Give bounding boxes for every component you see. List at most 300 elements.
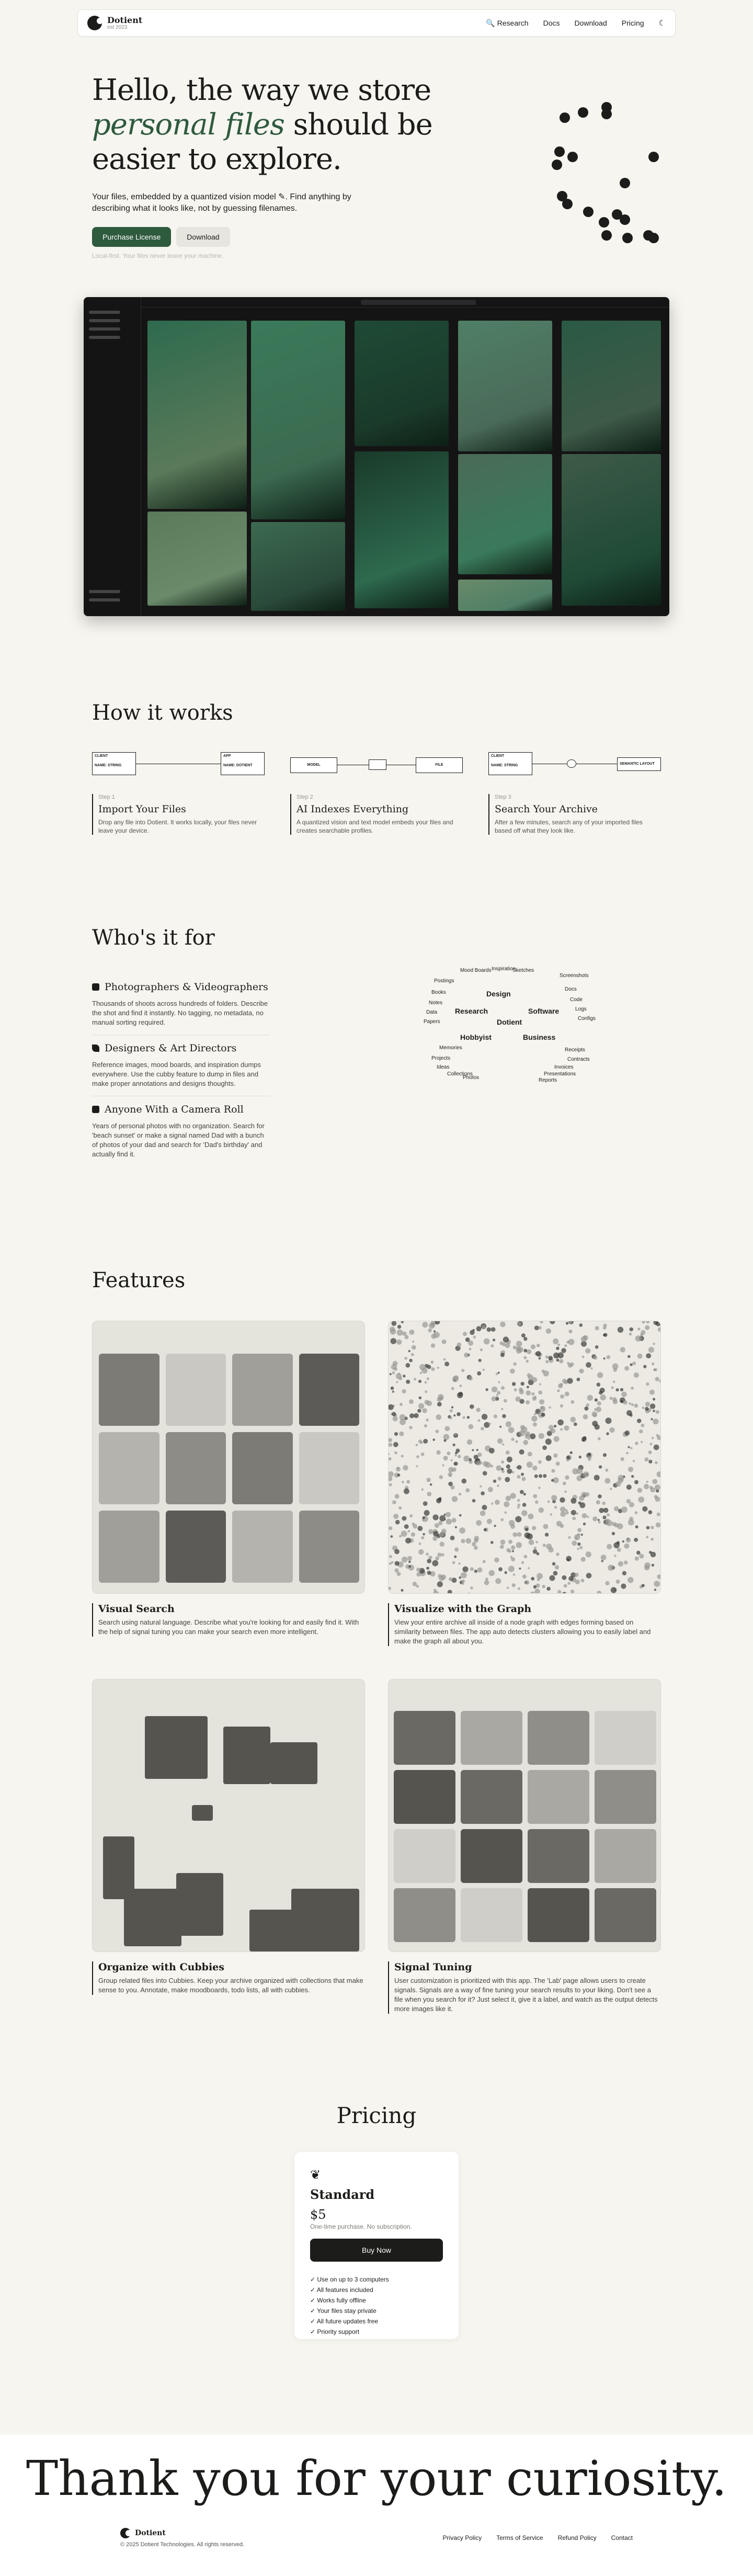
- photo-icon: [92, 1106, 99, 1113]
- graph-node: [394, 1549, 400, 1554]
- graph-node: [437, 1402, 442, 1406]
- graph-node: [485, 1388, 488, 1391]
- graph-node: [436, 1450, 440, 1455]
- graph-node: [517, 1475, 520, 1479]
- graph-node: [628, 1577, 634, 1583]
- graph-node: [542, 1585, 545, 1588]
- graph-node: [452, 1578, 457, 1583]
- graph-node: [451, 1387, 454, 1390]
- nav-pricing-link[interactable]: Pricing: [621, 19, 644, 27]
- graph-node: [597, 1591, 601, 1594]
- graph-node: [629, 1517, 633, 1521]
- graph-node: [556, 1461, 560, 1466]
- graph-node: [414, 1378, 416, 1380]
- who-item-title: Anyone With a Camera Roll: [105, 1104, 244, 1115]
- hero-title: [92, 73, 458, 177]
- graph-node: [397, 1330, 403, 1336]
- graph-node: [631, 1475, 634, 1478]
- graph-node: [646, 1382, 649, 1386]
- graph-node: [618, 1327, 623, 1333]
- graph-node: [528, 1514, 534, 1519]
- graph-node: [494, 1414, 497, 1418]
- graph-node: [499, 1426, 501, 1428]
- graph-node: [501, 1386, 505, 1390]
- graph-node: [626, 1538, 631, 1543]
- footer-brand[interactable]: [120, 2528, 244, 2538]
- graph-node: [561, 1348, 566, 1353]
- graph-node: [585, 1348, 590, 1354]
- graph-node: [409, 1514, 413, 1517]
- graph-node: [546, 1329, 551, 1334]
- terms-link[interactable]: Terms of Service: [496, 2534, 543, 2541]
- graph-node: [412, 1341, 414, 1343]
- graph-node: [433, 1330, 436, 1332]
- graph-node: [389, 1555, 392, 1558]
- graph-label: Logs: [575, 1006, 587, 1012]
- nav-docs-link[interactable]: Docs: [543, 19, 560, 27]
- graph-node: [650, 1403, 655, 1409]
- graph-node: [389, 1587, 391, 1590]
- graph-node: [408, 1561, 411, 1563]
- graph-node: [441, 1529, 447, 1534]
- graph-node: [521, 1333, 526, 1337]
- graph-node: [623, 1400, 628, 1404]
- graph-node: [622, 1571, 626, 1575]
- graph-node: [535, 1351, 541, 1356]
- graph-node: [395, 1561, 400, 1566]
- cubby-image: [192, 1805, 213, 1821]
- graph-node: [403, 1375, 405, 1377]
- semantic-layout-box: SEMANTIC LAYOUT: [617, 757, 661, 771]
- graph-node: [579, 1546, 583, 1549]
- feature-visual-search: [92, 1321, 365, 1637]
- graph-node: [401, 1321, 404, 1323]
- image-thumbnail: [528, 1711, 589, 1765]
- graph-node: [496, 1394, 498, 1396]
- graph-node: [428, 1529, 433, 1535]
- graph-node: [628, 1446, 630, 1448]
- graph-node: [389, 1443, 392, 1447]
- graph-node: [607, 1513, 610, 1516]
- graph-node: [609, 1427, 614, 1433]
- graph-node: [617, 1548, 621, 1552]
- graph-node: [601, 1554, 607, 1560]
- step-1: [92, 752, 265, 835]
- graph-node: [455, 1455, 457, 1457]
- graph-node: [396, 1467, 401, 1471]
- graph-node: [431, 1367, 435, 1371]
- graph-node: [519, 1568, 521, 1570]
- graph-node: [523, 1356, 527, 1359]
- graph-node: [402, 1516, 406, 1521]
- app-screenshot: [84, 297, 669, 616]
- graph-node: [531, 1416, 537, 1422]
- brand[interactable]: [87, 16, 142, 30]
- graph-node: [439, 1475, 443, 1479]
- graph-node: [508, 1566, 515, 1572]
- graph-node: [483, 1471, 487, 1476]
- buy-now-button[interactable]: Buy Now: [310, 2239, 443, 2262]
- graph-node: [528, 1567, 530, 1569]
- graph-node: [586, 1362, 591, 1368]
- feature-description: View your entire archive all inside of a node graph with edges forming based on similarity between files. The app auto detects clusters allowing you to easily label and make the graph all about you.: [394, 1618, 651, 1645]
- graph-node: [487, 1519, 492, 1524]
- graph-node: [583, 1414, 588, 1420]
- graph-node: [652, 1564, 654, 1567]
- step-title: Search Your Archive: [495, 803, 598, 815]
- graph-node: [454, 1556, 457, 1558]
- perk-item: ✓ All features included: [310, 2285, 443, 2295]
- graph-node: [510, 1556, 513, 1559]
- graph-node: [559, 1359, 563, 1363]
- graph-node: [566, 1456, 570, 1459]
- graph-node: [655, 1377, 659, 1381]
- graph-node: [621, 1584, 626, 1589]
- graph-node: [651, 1526, 654, 1529]
- graph-node: [455, 1526, 457, 1528]
- graph-node: [652, 1437, 654, 1439]
- graph-node: [436, 1414, 442, 1420]
- brand-sub: est 2023: [107, 24, 128, 30]
- how-title: How it works: [92, 701, 233, 725]
- graph-node: [630, 1363, 632, 1366]
- image-thumbnail: [299, 1432, 360, 1504]
- graph-node: [416, 1465, 418, 1467]
- graph-node: [549, 1425, 554, 1430]
- graph-node: [564, 1344, 567, 1347]
- graph-node: [401, 1530, 407, 1537]
- graph-node: [606, 1518, 610, 1523]
- graph-node: [620, 1457, 624, 1461]
- graph-node: [567, 1559, 569, 1561]
- privacy-policy-link[interactable]: Privacy Policy: [442, 2534, 482, 2541]
- graph-node: [577, 1528, 581, 1532]
- graph-node: [633, 1460, 635, 1462]
- graph-node: [527, 1461, 533, 1468]
- graph-node: [512, 1550, 514, 1552]
- graph-node: [568, 1364, 572, 1368]
- graph-node: [526, 1400, 530, 1404]
- graph-node: [635, 1442, 638, 1445]
- graph-node: [534, 1325, 539, 1330]
- graph-node: [517, 1532, 522, 1537]
- graph-node: [427, 1401, 432, 1406]
- graph-node: [498, 1567, 503, 1571]
- image-thumbnail: [528, 1770, 589, 1824]
- graph-node-dot: [622, 233, 633, 243]
- graph-node: [459, 1514, 462, 1517]
- graph-node: [539, 1433, 544, 1439]
- graph-node: [514, 1388, 517, 1391]
- graph-node: [655, 1461, 658, 1465]
- contact-link[interactable]: Contact: [611, 2534, 633, 2541]
- graph-node: [510, 1369, 515, 1374]
- purchase-license-button[interactable]: Purchase License: [92, 227, 171, 247]
- graph-node: [539, 1399, 544, 1404]
- graph-node: [583, 1523, 586, 1525]
- graph-node: [581, 1534, 583, 1536]
- step-number: Step 3: [495, 794, 511, 800]
- graph-node: [502, 1343, 506, 1346]
- graph-node: [389, 1438, 392, 1442]
- graph-node: [542, 1446, 547, 1450]
- hero-line-3: easier to explore.: [92, 142, 341, 176]
- graph-node: [579, 1369, 584, 1374]
- graph-node: [527, 1534, 533, 1540]
- graph-node: [540, 1406, 545, 1412]
- graph-node: [620, 1400, 623, 1403]
- graph-label: Books: [431, 990, 446, 995]
- graph-node: [501, 1408, 503, 1410]
- image-thumbnail: [232, 1354, 293, 1426]
- graph-label: Papers: [424, 1019, 440, 1025]
- graph-node: [583, 1471, 589, 1477]
- plan-note: One-time purchase. No subscription.: [310, 2223, 412, 2230]
- client-box-field: NAME: STRING: [95, 764, 122, 767]
- graph-node-dot: [560, 112, 570, 123]
- image-thumbnail: [458, 321, 552, 451]
- graph-node: [557, 1420, 564, 1426]
- graph-label: Projects: [431, 1056, 451, 1061]
- theme-toggle-icon[interactable]: ☾: [658, 19, 666, 28]
- graph-node: [646, 1526, 650, 1529]
- graph-node: [654, 1368, 657, 1371]
- graph-node: [601, 1560, 603, 1562]
- graph-node: [498, 1381, 500, 1383]
- graph-node: [530, 1592, 535, 1594]
- graph-node: [572, 1540, 577, 1546]
- graph-node: [515, 1440, 518, 1443]
- graph-node: [635, 1335, 642, 1342]
- graph-node: [457, 1343, 462, 1347]
- graph-node: [495, 1500, 500, 1505]
- graph-node: [556, 1553, 559, 1556]
- image-thumbnail: [299, 1511, 360, 1583]
- graph-node: [483, 1560, 486, 1563]
- graph-node-dot: [578, 107, 588, 118]
- graph-node: [539, 1507, 544, 1513]
- graph-node: [629, 1402, 631, 1405]
- step-number: Step 1: [98, 794, 115, 800]
- graph-node: [517, 1499, 520, 1502]
- graph-node: [519, 1449, 524, 1455]
- graph-node-dot: [601, 109, 612, 119]
- graph-node: [406, 1380, 410, 1384]
- dotient-logo-icon: [120, 2528, 131, 2538]
- step-3: [488, 752, 661, 835]
- image-thumbnail: [99, 1354, 159, 1426]
- graph-node: [651, 1538, 654, 1541]
- graph-node: [497, 1484, 499, 1487]
- graph-label: Configs: [578, 1016, 596, 1022]
- graph-node: [497, 1391, 500, 1394]
- graph-node: [389, 1477, 392, 1481]
- graph-node: [534, 1474, 538, 1478]
- graph-node: [637, 1418, 642, 1423]
- graph-node: [537, 1344, 540, 1347]
- graph-node: [646, 1536, 648, 1538]
- graph-node: [512, 1382, 516, 1386]
- graph-node: [528, 1452, 532, 1457]
- graph-node: [538, 1390, 542, 1394]
- refund-policy-link[interactable]: Refund Policy: [557, 2534, 597, 2541]
- step-3-diagram: [488, 752, 661, 780]
- graph-node-dot: [567, 152, 578, 162]
- graph-node: [457, 1412, 461, 1416]
- graph-node: [392, 1500, 396, 1504]
- graph-node: [594, 1408, 597, 1411]
- graph-node: [484, 1580, 489, 1585]
- graph-node: [413, 1524, 417, 1529]
- graph-node: [491, 1327, 496, 1332]
- graph-node: [632, 1361, 636, 1365]
- graph-node: [613, 1380, 615, 1383]
- graph-node: [398, 1506, 402, 1510]
- graph-node: [553, 1571, 558, 1575]
- graph-node: [556, 1347, 559, 1350]
- graph-node: [653, 1398, 655, 1401]
- image-thumbnail: [166, 1432, 226, 1504]
- graph-node: [397, 1572, 401, 1576]
- graph-node: [517, 1465, 522, 1470]
- step-description: A quantized vision and text model embeds your files and creates searchable profiles.: [296, 819, 453, 834]
- graph-node: [402, 1557, 407, 1562]
- graph-node: [516, 1397, 521, 1402]
- graph-node: [620, 1388, 623, 1391]
- graph-node: [459, 1385, 462, 1387]
- image-thumbnail: [99, 1511, 159, 1583]
- graph-node: [657, 1513, 660, 1516]
- client-box: [92, 752, 136, 775]
- download-button[interactable]: Download: [176, 227, 230, 247]
- perk-item: ✓ Use on up to 3 computers: [310, 2274, 443, 2285]
- cubby-image: [270, 1742, 317, 1784]
- graph-node: [446, 1512, 451, 1517]
- graph-node: [389, 1457, 392, 1460]
- graph-node: [418, 1526, 423, 1531]
- graph-node: [545, 1438, 552, 1445]
- graph-node: [399, 1432, 404, 1436]
- graph-node: [498, 1372, 500, 1374]
- graph-node: [645, 1407, 648, 1411]
- graph-node: [545, 1355, 549, 1358]
- nav-research-link[interactable]: 🔍 Research: [486, 18, 529, 27]
- graph-node: [631, 1403, 634, 1406]
- graph-node: [616, 1388, 619, 1391]
- graph-node: [537, 1579, 540, 1581]
- graph-node: [562, 1379, 567, 1383]
- graph-node: [394, 1368, 397, 1371]
- thanks-heading: Thank you for your curiosity.: [26, 2450, 727, 2506]
- graph-node: [614, 1523, 619, 1528]
- graph-node: [560, 1383, 563, 1387]
- graph-node: [408, 1350, 410, 1352]
- graph-node: [551, 1479, 554, 1482]
- graph-node: [482, 1414, 487, 1420]
- graph-node: [564, 1425, 569, 1431]
- graph-node: [554, 1436, 560, 1442]
- image-thumbnail: [166, 1354, 226, 1426]
- graph-node: [448, 1472, 452, 1477]
- graph-node: [442, 1340, 447, 1344]
- image-thumbnail: [461, 1829, 522, 1883]
- graph-node: [598, 1494, 602, 1499]
- step-2-diagram: [290, 752, 463, 780]
- graph-node: [535, 1501, 539, 1504]
- graph-node: [586, 1403, 589, 1406]
- graph-node: [506, 1496, 511, 1501]
- graph-node: [521, 1510, 527, 1516]
- graph-node: [655, 1484, 660, 1490]
- graph-node: [465, 1488, 470, 1492]
- graph-node: [487, 1327, 492, 1332]
- graph-node: [401, 1455, 404, 1457]
- graph-node: [605, 1469, 608, 1472]
- graph-node: [511, 1546, 515, 1550]
- graph-label: Software: [528, 1007, 560, 1015]
- graph-node: [562, 1575, 566, 1580]
- graph-node: [449, 1578, 452, 1581]
- graph-node: [513, 1363, 516, 1366]
- graph-node: [433, 1531, 439, 1537]
- cubby-image: [291, 1889, 359, 1951]
- graph-node: [592, 1516, 597, 1521]
- graph-node: [435, 1429, 439, 1433]
- pen-icon: [92, 1045, 99, 1052]
- graph-node: [416, 1444, 418, 1446]
- graph-node: [568, 1536, 571, 1539]
- graph-node: [407, 1530, 410, 1533]
- graph-node: [568, 1339, 574, 1345]
- graph-node: [409, 1426, 413, 1429]
- graph-node: [515, 1516, 521, 1523]
- graph-node: [394, 1451, 397, 1455]
- dotient-logo-icon: [87, 16, 102, 30]
- graph-node-dot: [583, 207, 594, 217]
- perk-item: ✓ Priority support: [310, 2327, 443, 2337]
- graph-node: [522, 1503, 527, 1507]
- image-thumbnail: [562, 321, 661, 451]
- graph-node-dot: [620, 178, 630, 188]
- graph-node: [527, 1373, 531, 1377]
- graph-node: [637, 1354, 643, 1359]
- graph-node: [641, 1330, 645, 1335]
- graph-node: [546, 1544, 552, 1549]
- graph-node: [523, 1337, 527, 1341]
- graph-node: [418, 1403, 424, 1409]
- graph-node: [645, 1402, 650, 1406]
- graph-node: [639, 1429, 643, 1433]
- graph-node: [604, 1478, 610, 1484]
- graph-node: [430, 1360, 433, 1364]
- graph-node: [560, 1524, 564, 1528]
- graph-node: [603, 1508, 609, 1513]
- graph-label: Contracts: [567, 1057, 590, 1062]
- cubby-image: [145, 1716, 208, 1779]
- graph-node: [532, 1377, 537, 1382]
- graph-node: [493, 1338, 495, 1341]
- feature-description: Search using natural language. Describe what you're looking for and easily find it. With the help of signal tuning you can make your search even more intelligent.: [98, 1618, 359, 1636]
- nav-download-link[interactable]: Download: [574, 19, 607, 27]
- app-search-bar: [361, 300, 476, 305]
- graph-node: [626, 1499, 631, 1503]
- graph-node: [439, 1396, 443, 1400]
- graph-node: [539, 1474, 542, 1478]
- graph-node: [507, 1457, 512, 1462]
- graph-node: [393, 1416, 398, 1421]
- graph-node: [598, 1521, 601, 1524]
- graph-node: [618, 1561, 623, 1567]
